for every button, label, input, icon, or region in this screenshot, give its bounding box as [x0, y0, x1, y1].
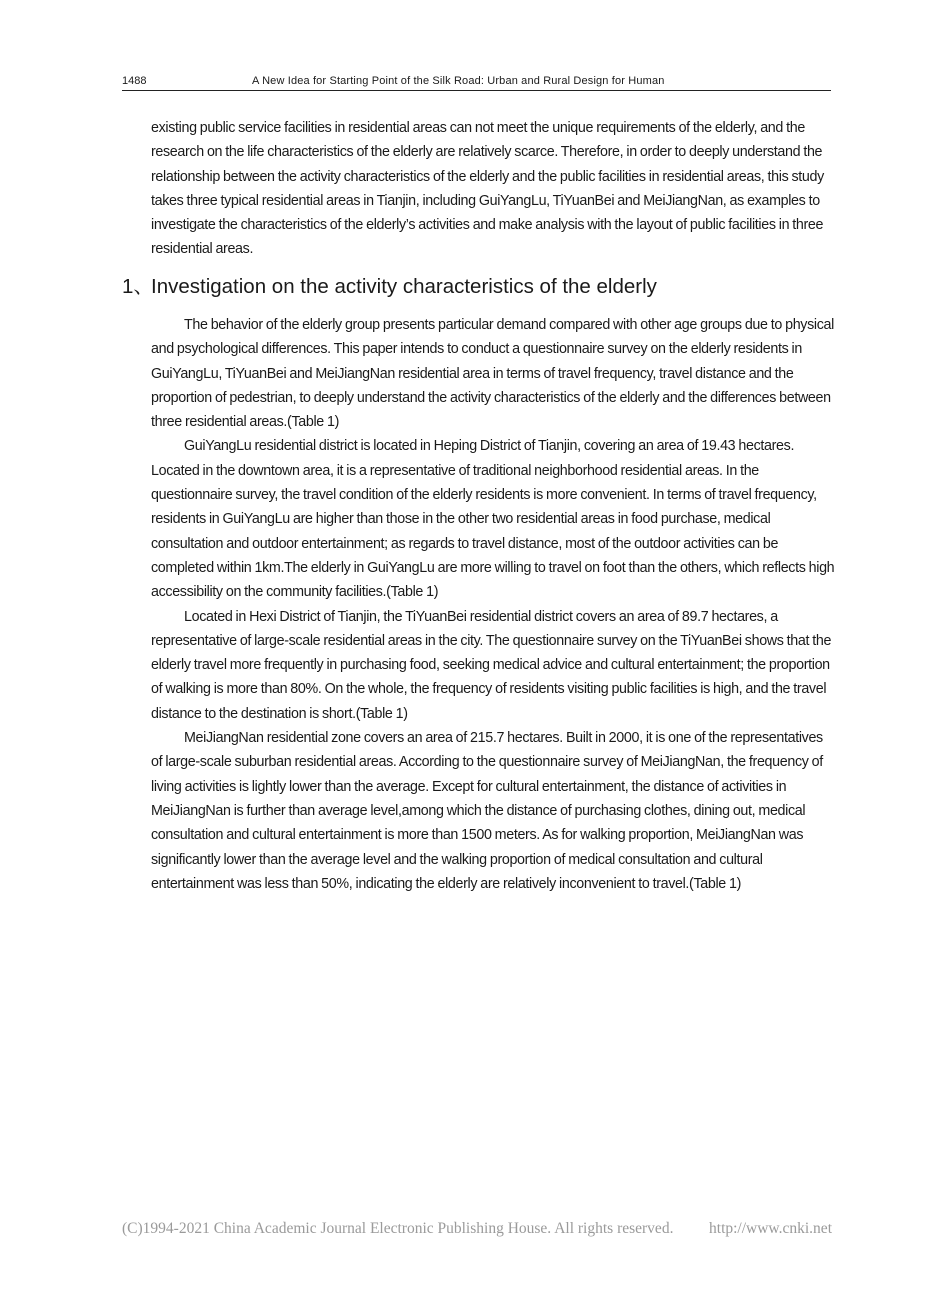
website-link[interactable]: http://www.cnki.net — [709, 1220, 832, 1237]
paragraph-overview: The behavior of the elderly group presents particular demand compared with other age groups due to physical and psychological differences. This paper intends to conduct a questionnaire survey on the elderly residents in GuiYangLu, TiYuanBei and MeiJiangNan residential area in terms of travel frequency, travel distance and the proportion of pedestrian, to deeply understand the activity characteristics of the elderly and the differences between three residential areas.(Table 1) — [151, 317, 834, 431]
section-body — [151, 313, 835, 896]
paragraph-guiyanglu: GuiYangLu residential district is located in Heping District of Tianjin, covering an area of 19.43 hectares. Located in the downtown area, it is a representative of traditional neighborhood residential areas. In the questionnaire survey, the travel condition of the elderly residents is more convenient. In terms of travel frequency, residents in GuiYangLu are higher than those in the other two residential areas in food purchase, medical consultation and outdoor entertainment; as regards to travel distance, most of the outdoor activities can be completed within 1km.The elderly in GuiYangLu are more willing to travel on foot than the others, which reflects high accessibility on the community facilities.(Table 1) — [151, 438, 835, 601]
paragraph-intro: existing public service facilities in residential areas can not meet the unique requirements of the elderly, and the research on the life characteristics of the elderly are relatively scarce. Therefore, in order to deeply understand the relationship between the activity characteristics of the elderly and the public facilities in residential areas, this study takes three typical residential areas in Tianjin, including GuiYangLu, TiYuanBei and MeiJiangNan, as examples to investigate the characteristics of the elderly’s activities and make analysis with the layout of public facilities in three residential areas. — [151, 120, 824, 258]
intro-text — [151, 116, 835, 262]
running-header — [122, 74, 831, 91]
page-number: 1488 — [122, 75, 147, 87]
paragraph-meijiangnan: MeiJiangNan residential zone covers an area of 215.7 hectares. Built in 2000, it is one of the representatives of large-scale suburban residential areas. According to the questionnaire survey of MeiJiangNan, the frequency of living activities is lightly lower than the average. Except for cultural entertainment, the distance of activities in MeiJiangNan is further than average level,among which the distance of purchasing clothes, dining out, medical consultation and cultural entertainment is more than 1500 meters. As for walking proportion, MeiJiangNan was significantly lower than the average level and the walking proportion of medical consultation and cultural entertainment was less than 50%, indicating the elderly are relatively inconvenient to travel.(Table 1) — [151, 730, 823, 892]
section-heading — [122, 273, 657, 301]
book-title: A New Idea for Starting Point of the Silk Road: Urban and Rural Design for Human — [252, 75, 665, 87]
section-title: Investigation on the activity characteristics of the elderly — [151, 275, 657, 298]
section-number: 1、 — [122, 275, 154, 298]
copyright-notice: (C)1994-2021 China Academic Journal Electronic Publishing House. All rights reserved. — [122, 1220, 674, 1237]
paragraph-tiyuanbei: Located in Hexi District of Tianjin, the TiYuanBei residential district covers an area of 89.7 hectares, a representative of large-scale residential areas in the city. The questionnaire survey on the TiYuanBei shows that the elderly travel more frequently in purchasing food, seeking medical advice and cultural entertainment; the proportion of walking is more than 80%. On the whole, the frequency of residents visiting public facilities is high, and the travel distance to the destination is short.(Table 1) — [151, 608, 832, 722]
